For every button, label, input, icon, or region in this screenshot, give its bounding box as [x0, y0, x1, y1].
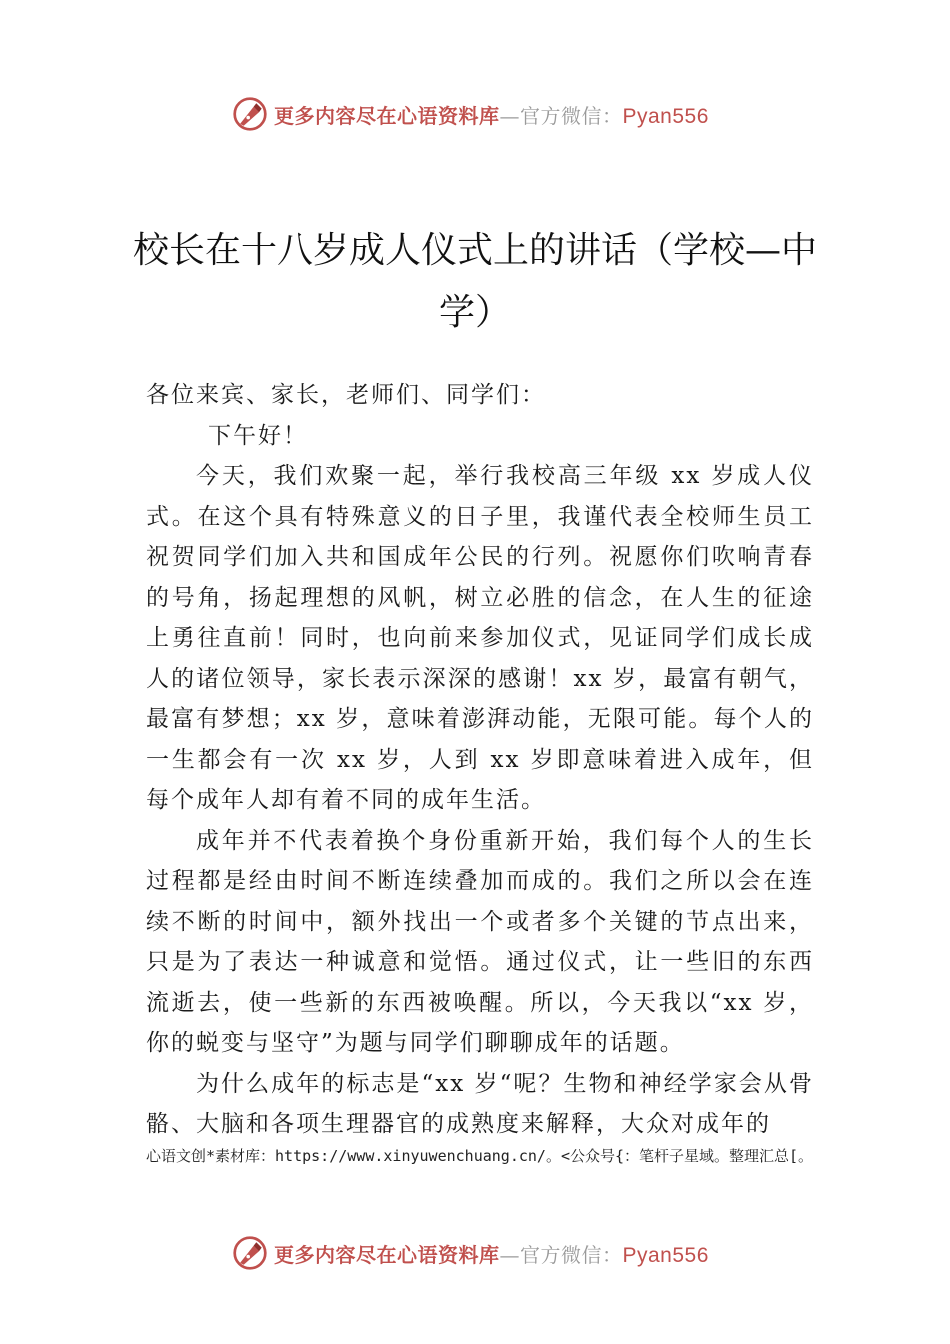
- pen-nib-logo-icon: [232, 96, 268, 132]
- document-body: [146, 375, 814, 1145]
- salutation: 各位来宾、家长，老师们、同学们：: [146, 382, 546, 408]
- banner-wechat-label: —官方微信：: [499, 103, 623, 128]
- greeting: 下午好！: [208, 422, 308, 449]
- paragraph: 为什么成年的标志是“xx 岁“呢？生物和神经学家会从骨骼、大脑和各项生理器官的成熟度来解释，大众对成年的: [146, 1070, 814, 1137]
- document-title: 校长在十八岁成人仪式上的讲话（学校—中学）: [132, 230, 817, 334]
- banner-site-name: 更多内容尽在心语资料库: [274, 103, 500, 128]
- paragraph: 今天，我们欢聚一起，举行我校高三年级 xx 岁成人仪式。在这个具有特殊意义的日子里，我谨代表全校师生员工祝贺同学们加入共和国成年公民的行列。祝愿你们吹响青春的号角，扬起理想的风帆，树立必胜的信念，在人生的征途上勇往直前！同时，也向前来参加仪式，见证同学们成长成人的诸位领导，家长表示深深的感谢！xx 岁，最富有朝气，最富有梦想；xx 岁，意味着澎湃动能，无限可能。每个人的一生都会有一次 xx 岁，人到 xx 岁即意味着进入成年，但每个成年人却有着不同的成年生活。: [146, 463, 814, 813]
- banner-wechat-id: Pyan556: [622, 104, 709, 128]
- banner-wechat-label: —官方微信：: [499, 1242, 623, 1267]
- header-banner: [232, 94, 732, 134]
- footer-banner: [232, 1233, 732, 1273]
- pen-nib-logo-icon: [232, 1235, 268, 1271]
- source-footnote: 心语文创*素材库：https://www.xinyuwenchuang.cn/。<公众号{：笔杆子星域。整理汇总[。: [146, 1147, 814, 1165]
- paragraph: 成年并不代表着换个身份重新开始，我们每个人的生长过程都是经由时间不断连续叠加而成的。我们之所以会在连续不断的时间中，额外找出一个或者多个关键的节点出来， 只是为了表达一种诚意和觉悟。通过仪式，让一些旧的东西流逝去，使一些新的东西被唤醒。所以，今天我以“xx 岁，你的蜕变与坚守”为题与同学们聊聊成年的话题。: [146, 827, 814, 1056]
- banner-wechat-id: Pyan556: [622, 1243, 709, 1267]
- banner-site-name: 更多内容尽在心语资料库: [274, 1242, 500, 1267]
